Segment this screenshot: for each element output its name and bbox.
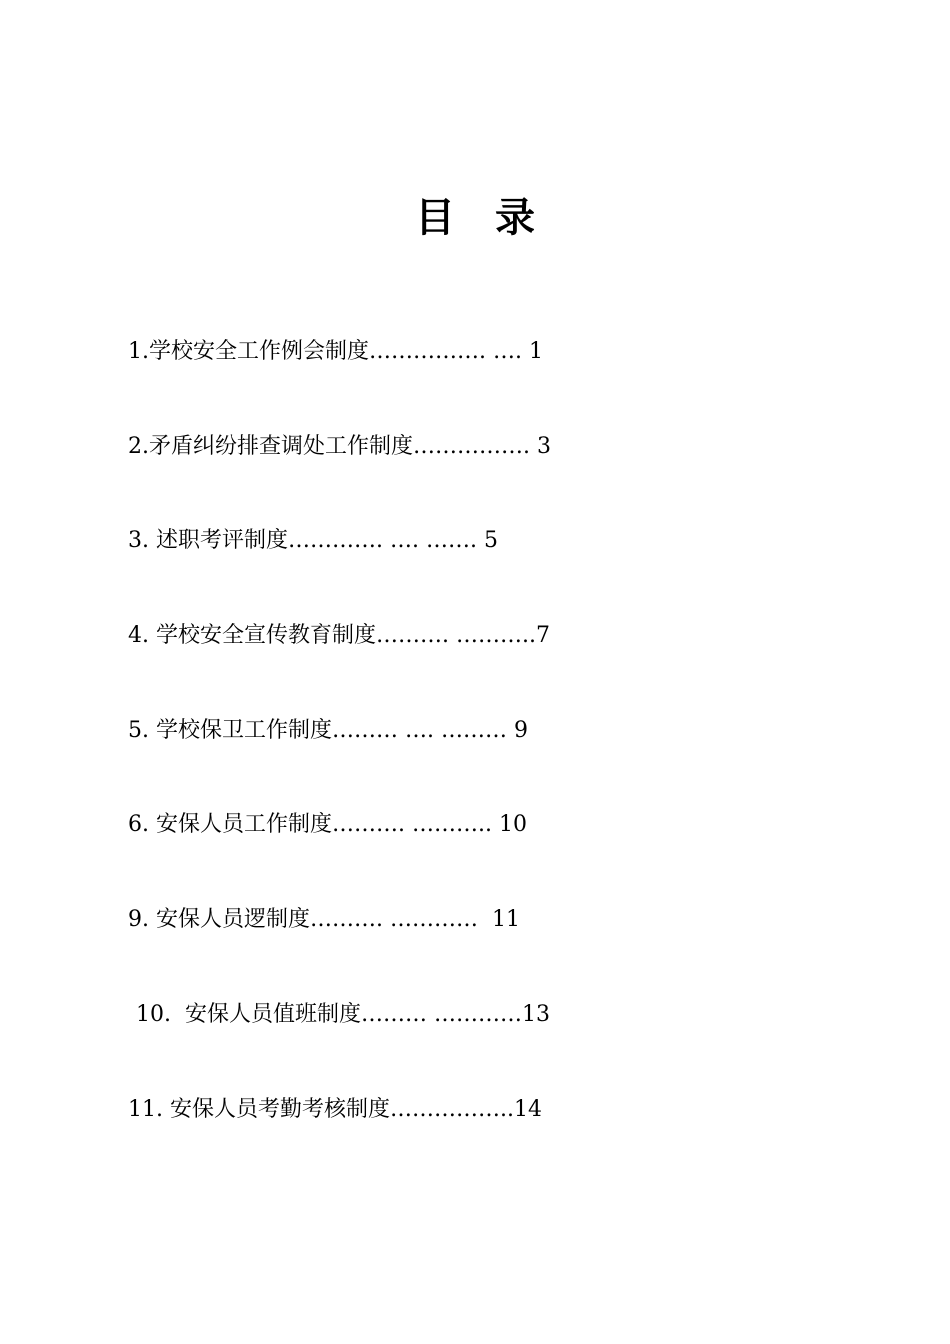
toc-entry-11: 11. 安保人员考勤考核制度……………..14 <box>128 1096 542 1122</box>
table-of-contents <box>128 334 828 1186</box>
toc-entry-2: 2.矛盾纠纷排查调处工作制度……………. 3 <box>128 433 551 459</box>
toc-entry-4: 4. 学校安全宣传教育制度………. ………..7 <box>128 623 550 649</box>
toc-entry-9: 9. 安保人员逻制度………. ………… 11 <box>128 907 520 933</box>
toc-entry-1: 1.学校安全工作例会制度……………. …. 1 <box>128 339 543 364</box>
toc-entry-3: 3. 述职考评制度…………. …. ……. 5 <box>128 528 498 554</box>
toc-entry-5: 5. 学校保卫工作制度……… …. ……… 9 <box>128 717 528 743</box>
toc-entry-6: 6. 安保人员工作制度………. ……….. 10 <box>128 812 527 838</box>
toc-entry-10: 10. 安保人员值班制度……… …………13 <box>136 1001 550 1027</box>
page-title: 目 录 <box>415 194 535 241</box>
